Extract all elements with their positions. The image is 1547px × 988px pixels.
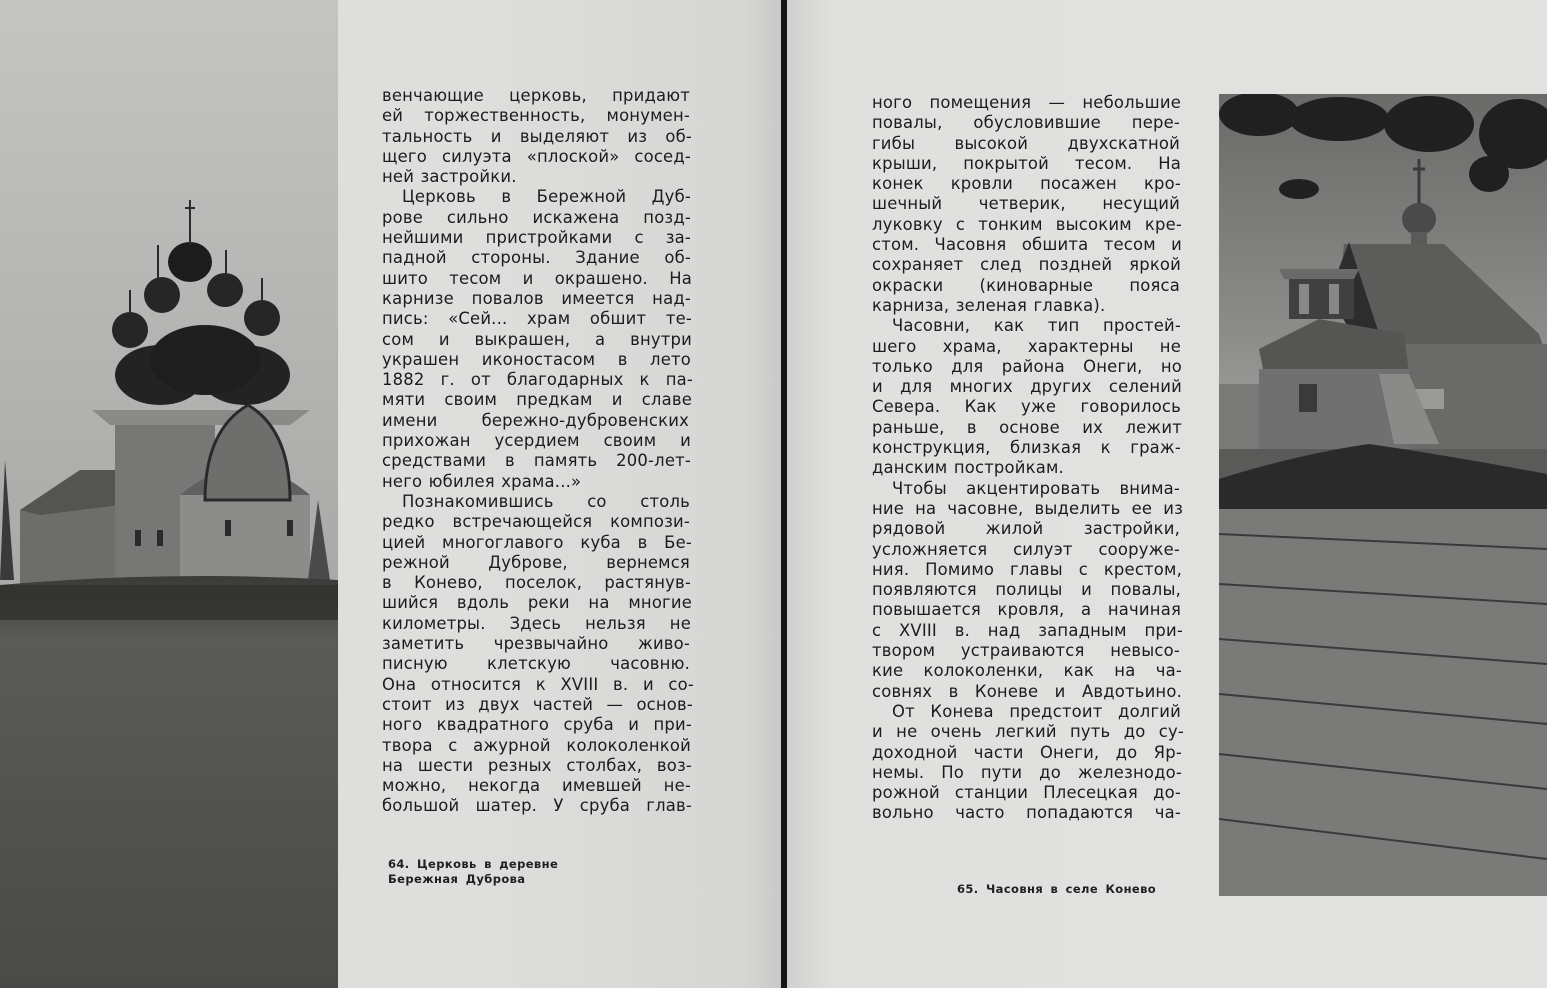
text-line: нейшими пристройками с за- xyxy=(382,228,691,248)
text-line: ней застройки. xyxy=(382,167,517,187)
text-line: кие колоколенки, как на ча- xyxy=(872,661,1182,681)
text-line: появляются полицы и повалы, xyxy=(872,580,1181,600)
text-line: с XVIII в. над западным при- xyxy=(872,620,1183,640)
text-line: ей торжественность, монумен- xyxy=(382,106,690,126)
text-line: ние на часовне, выделить ее из xyxy=(872,498,1183,518)
text-line: средствами в память 200-лет- xyxy=(382,451,691,471)
text-line: твора с ажурной колоколенкой xyxy=(382,735,691,755)
text-line: повалы, обусловившие пере- xyxy=(872,113,1180,133)
text-line: стоит из двух частей — основ- xyxy=(382,694,693,714)
text-line: прихожан усердием своим и xyxy=(382,431,691,451)
text-line: Севера. Как уже говорилось xyxy=(872,397,1181,417)
text-line: конек кровли посажен кро- xyxy=(872,174,1181,194)
text-line: в Конево, поселок, растянув- xyxy=(382,573,691,593)
right-page-text xyxy=(872,93,1184,824)
text-line: венчающие церковь, придают xyxy=(382,86,690,105)
caption-line: 64. Церковь в деревне xyxy=(388,857,559,871)
text-line: От Конева предстоит долгий xyxy=(892,701,1181,721)
text-line: ния. Помимо главы с крестом, xyxy=(872,559,1182,579)
text-line: имени бережно-дубровенских xyxy=(382,410,689,430)
text-line: украшен иконостасом в лето xyxy=(382,349,691,369)
text-line: можно, некогда имевшей не- xyxy=(382,776,691,796)
text-line: 1882 г. от благодарных к па- xyxy=(382,370,693,390)
text-line: вольно часто попадаются ча- xyxy=(872,803,1181,823)
text-line: ного помещения — небольшие xyxy=(872,93,1181,112)
text-line: карниза, зеленая главка). xyxy=(872,295,1106,315)
text-line: только для района Онеги, но xyxy=(872,356,1182,376)
text-line: мяти своим предкам и славе xyxy=(382,390,692,410)
text-line: тальность и выделяют из об- xyxy=(382,126,692,146)
text-line: Часовни, как тип простей- xyxy=(892,316,1181,336)
photo-chapel-icon xyxy=(1219,94,1547,896)
text-line: него юбилея храма...» xyxy=(382,471,582,491)
text-line: режной Дуброве, вернемся xyxy=(382,552,690,572)
text-line: и для многих других селений xyxy=(872,377,1182,397)
text-line: писную клетскую часовню. xyxy=(382,654,690,674)
book-gutter xyxy=(781,0,787,988)
text-line: заметить чрезвычайно живо- xyxy=(382,634,690,654)
text-line: цией многоглавого куба в Бе- xyxy=(382,532,692,552)
text-line: рядовой жилой застройки, xyxy=(872,519,1180,539)
text-line: карнизе повалов имеется над- xyxy=(382,288,691,308)
text-line: гибы высокой двухскатной xyxy=(872,133,1180,153)
text-line: окраски (киноварные пояса xyxy=(872,275,1180,295)
text-line: шечный четверик, несущий xyxy=(872,194,1180,214)
text-line: сохраняет след поздней яркой xyxy=(872,255,1181,275)
text-line: стом. Часовня обшита тесом и xyxy=(872,235,1182,255)
figure-caption-64 xyxy=(388,857,558,887)
text-line: редко встречающейся компози- xyxy=(382,512,690,532)
text-line: данским постройкам. xyxy=(872,458,1064,478)
text-line: немы. По пути до железнодо- xyxy=(872,762,1182,782)
figure-caption-65 xyxy=(957,882,1156,897)
text-line: на шести резных столбах, воз- xyxy=(382,755,692,775)
text-line: Познакомившись со столь xyxy=(402,491,690,511)
text-line: щего силуэта «плоской» сосед- xyxy=(382,146,691,166)
text-line: рожной станции Плесецкая до- xyxy=(872,783,1181,803)
text-line: Она относится к XVIII в. и со- xyxy=(382,674,694,694)
text-line: рове сильно искажена позд- xyxy=(382,207,691,227)
text-line: крыши, покрытой тесом. На xyxy=(872,153,1181,173)
text-line: и не очень легкий путь до су- xyxy=(872,722,1184,742)
text-line: луковку с тонким высоким кре- xyxy=(872,214,1182,234)
text-line: шего храма, характерны не xyxy=(872,336,1181,356)
text-line: усложняется силуэт сооруже- xyxy=(872,539,1180,559)
left-page-text xyxy=(382,86,694,817)
text-line: пись: «Сей... храм обшит те- xyxy=(382,309,692,329)
text-line: шийся вдоль реки на многие xyxy=(382,593,692,613)
text-line: повышается кровля, а начиная xyxy=(872,600,1181,620)
text-line: Церковь в Бережной Дуб- xyxy=(402,187,691,207)
caption-line: Бережная Дуброва xyxy=(388,872,526,886)
photo-church-icon xyxy=(0,0,338,988)
text-line: шито тесом и окрашено. На xyxy=(382,268,692,288)
text-line: твором устраиваются невысо- xyxy=(872,641,1180,661)
text-line: раньше, в основе их лежит xyxy=(872,417,1182,437)
text-line: конструкция, близкая к граж- xyxy=(872,438,1181,458)
text-line: Чтобы акцентировать внима- xyxy=(892,478,1180,498)
text-line: сом и выкрашен, а внутри xyxy=(382,329,692,349)
text-line: совнях в Коневе и Авдотьино. xyxy=(872,681,1182,701)
caption-line: 65. Часовня в селе Конево xyxy=(957,882,1157,896)
text-line: большой шатер. У сруба глав- xyxy=(382,796,692,816)
text-line: доходной части Онеги, до Яр- xyxy=(872,742,1182,762)
text-line: ного квадратного сруба и при- xyxy=(382,715,692,735)
text-line: километры. Здесь нельзя не xyxy=(382,613,691,633)
text-line: падной стороны. Здание об- xyxy=(382,248,691,268)
